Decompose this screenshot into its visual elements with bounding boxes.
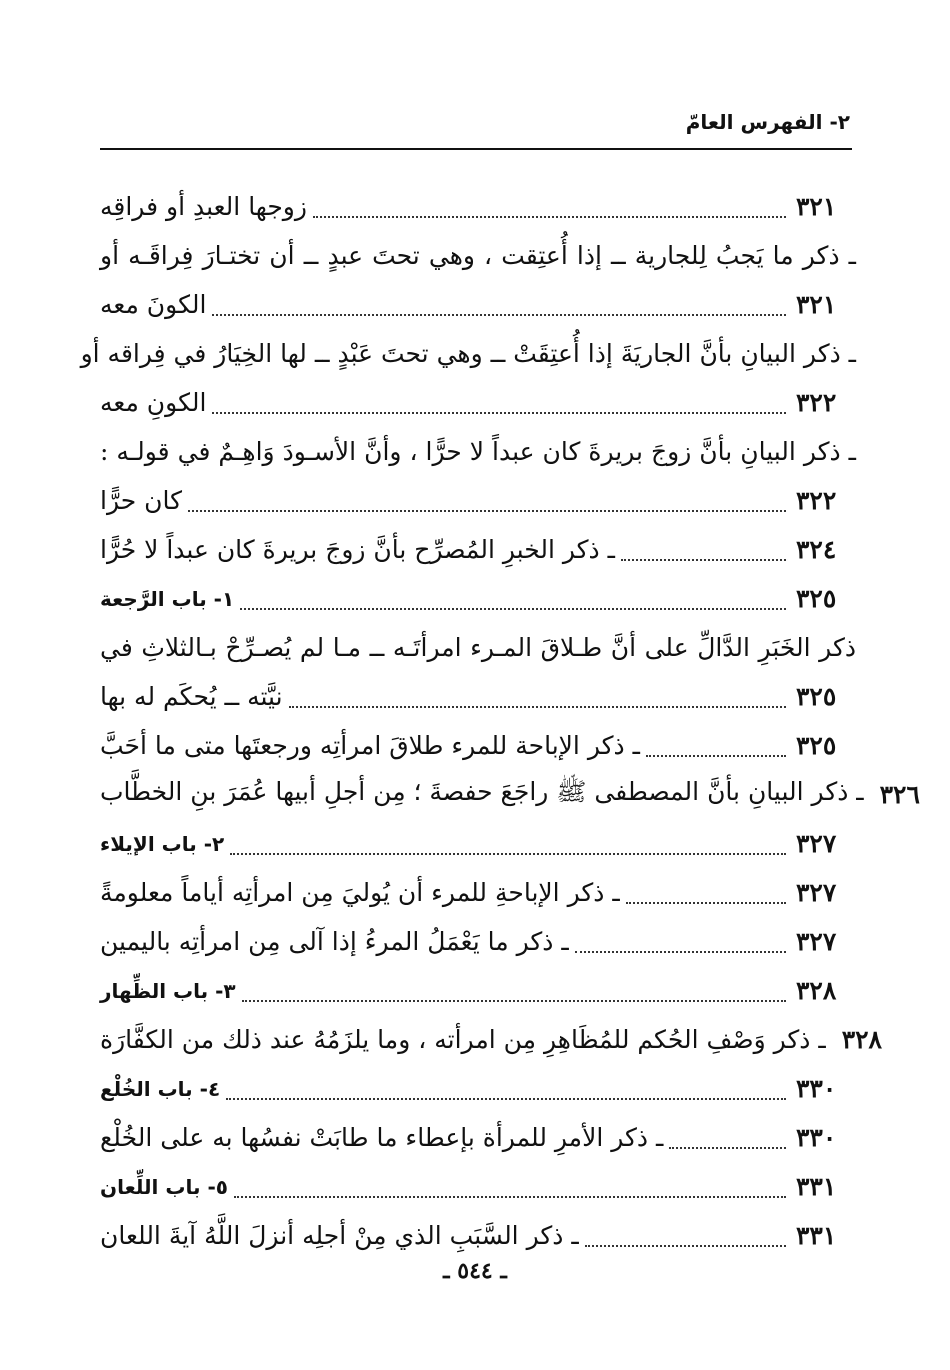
index-entry-row — [100, 1015, 882, 1064]
chapter-heading-row — [100, 574, 856, 623]
entry-text: ـ ذكر الخبرِ المُصرِّح بأنَّ زوجَ بريرةَ كان عبداً لا حُرًّا — [100, 535, 615, 564]
entry-page-number: ٣٣١ — [796, 1172, 837, 1201]
entry-text: ـ ذكر ما يَجبُ لِلجارية ــ إذا أُعتِقت ، وهي تحتَ عبدٍ ــ أن تختـارَ فِراقَـه أو — [100, 241, 856, 270]
dot-leader — [242, 1000, 786, 1002]
index-entry-row — [100, 525, 856, 574]
entry-page-number: ٣٢٧ — [796, 927, 837, 956]
dot-leader — [226, 1098, 786, 1100]
dot-leader — [621, 559, 786, 561]
index-entry-row — [100, 1211, 856, 1260]
entry-page-number: ٣٢٥ — [796, 584, 837, 613]
entry-text: الكونِ معه — [100, 388, 207, 417]
index-entry-row — [100, 868, 856, 917]
entry-page-number: ٣٢٨ — [841, 1025, 882, 1054]
chapter-heading-text: ١- باب الرَّجعة — [100, 586, 235, 611]
entry-page-number: ٣٣٠ — [796, 1074, 837, 1103]
index-entry-row — [100, 182, 856, 231]
index-entry-row — [100, 378, 856, 427]
chapter-heading-text: ٤- باب الخُلْع — [100, 1076, 221, 1101]
entry-page-number: ٣٢٧ — [796, 878, 837, 907]
index-entry-row — [100, 1113, 856, 1162]
entry-text: ـ ذكر السَّبَبِ الذي مِنْ أجلِه أنزلَ اللَّهُ آيةَ اللعان — [100, 1221, 579, 1250]
chapter-heading-row — [100, 1064, 856, 1113]
index-entry-row — [80, 329, 856, 378]
page-number: ـ ٥٤٤ ـ — [443, 1258, 507, 1284]
index-entries — [80, 182, 920, 1260]
dot-leader — [646, 755, 786, 757]
dot-leader — [313, 216, 786, 218]
dot-leader — [212, 412, 786, 414]
dot-leader — [240, 608, 786, 610]
chapter-heading-text: ٣- باب الظِّهار — [100, 978, 236, 1003]
entry-text: ـ ذكر وَصْفِ الحُكم للمُظَاهِرِ مِن امرأته ، وما يلزَمُهُ عند ذلك من الكفَّارَة — [100, 1025, 826, 1054]
entry-page-number: ٣٢٥ — [796, 682, 837, 711]
entry-page-number: ٣٣١ — [796, 1221, 837, 1250]
index-entry-row — [100, 231, 856, 280]
chapter-heading-row — [100, 1162, 856, 1211]
dot-leader — [230, 853, 786, 855]
entry-page-number: ٣٢٤ — [796, 535, 837, 564]
entry-text: كان حرًّا — [100, 486, 183, 515]
entry-text: الكونَ معه — [100, 290, 207, 319]
chapter-heading-row — [100, 966, 856, 1015]
chapter-heading-text: ٥- باب اللِّعان — [100, 1174, 228, 1199]
entry-page-number: ٣٢٧ — [796, 829, 837, 858]
index-entry-row — [100, 672, 856, 721]
dot-leader — [188, 510, 786, 512]
index-entry-row — [100, 721, 856, 770]
index-entry-row — [100, 770, 920, 819]
chapter-heading-row — [100, 819, 856, 868]
header-rule — [100, 148, 852, 150]
entry-text: ـ ذكر الإباحة للمرء طلاقَ امرأتِه ورجعتَها متى ما أحَبَّ — [100, 731, 640, 760]
entry-text: زوجها العبدِ أو فراقِه — [100, 192, 307, 221]
entry-page-number: ٣٢٥ — [796, 731, 837, 760]
entry-page-number: ٣٢٦ — [879, 780, 920, 809]
entry-text: ـ ذكر البيانِ بأنَّ المصطفى ﷺ راجَعَ حفصةَ ؛ مِن أجلِ أبيها عُمَرَ بنِ الخطَّاب — [100, 777, 864, 806]
entry-text: ـ ذكر الإباحةِ للمرء أن يُوليَ مِن امرأتِه أياماً معلومةً — [100, 878, 620, 907]
index-entry-row — [100, 280, 856, 329]
index-entry-row — [100, 917, 856, 966]
dot-leader — [289, 706, 786, 708]
dot-leader — [575, 951, 786, 953]
entry-page-number: ٣٣٠ — [796, 1123, 837, 1152]
entry-page-number: ٣٢١ — [796, 192, 837, 221]
entry-page-number: ٣٢٢ — [796, 486, 837, 515]
index-entry-row — [100, 623, 856, 672]
entry-text: ذكر الخَبَرِ الدَّالِّ على أنَّ طـلاقَ المـرء امرأتَـه ــ مـا لم يُصـرِّحْ بـالثلاثِ في — [100, 633, 856, 662]
entry-text: ـ ذكر البيانِ بأنَّ الجاريَةَ إذا أُعتِقَتْ ــ وهي تحتَ عَبْدٍ ــ لها الخِيَارُ في فِراقه أو — [80, 339, 856, 368]
dot-leader — [669, 1147, 786, 1149]
entry-text: نيَّته ــ يُحكَم له بها — [100, 682, 283, 711]
dot-leader — [212, 314, 786, 316]
entry-page-number: ٣٢٢ — [796, 388, 837, 417]
entry-page-number: ٣٢١ — [796, 290, 837, 319]
index-entry-row — [100, 427, 856, 476]
dot-leader — [585, 1245, 786, 1247]
running-header-title: ٢- الفهرس العامّ — [685, 110, 850, 134]
chapter-heading-text: ٢- باب الإيلاء — [100, 831, 225, 856]
entry-text: ـ ذكر ما يَعْمَلُ المرءُ إذا آلى مِن امرأتِه باليمين — [100, 927, 569, 956]
entry-text: ـ ذكر البيانِ بأنَّ زوجَ بريرةَ كان عبداً لا حرًّا ، وأنَّ الأسـودَ وَاهِـمٌ في قولـه : — [100, 437, 856, 466]
dot-leader — [234, 1196, 786, 1198]
dot-leader — [626, 902, 786, 904]
entry-text: ـ ذكر الأمرِ للمرأة بإعطاء ما طابَتْ نفسُها به على الخُلْع — [100, 1123, 664, 1152]
index-entry-row — [100, 476, 856, 525]
entry-page-number: ٣٢٨ — [796, 976, 837, 1005]
